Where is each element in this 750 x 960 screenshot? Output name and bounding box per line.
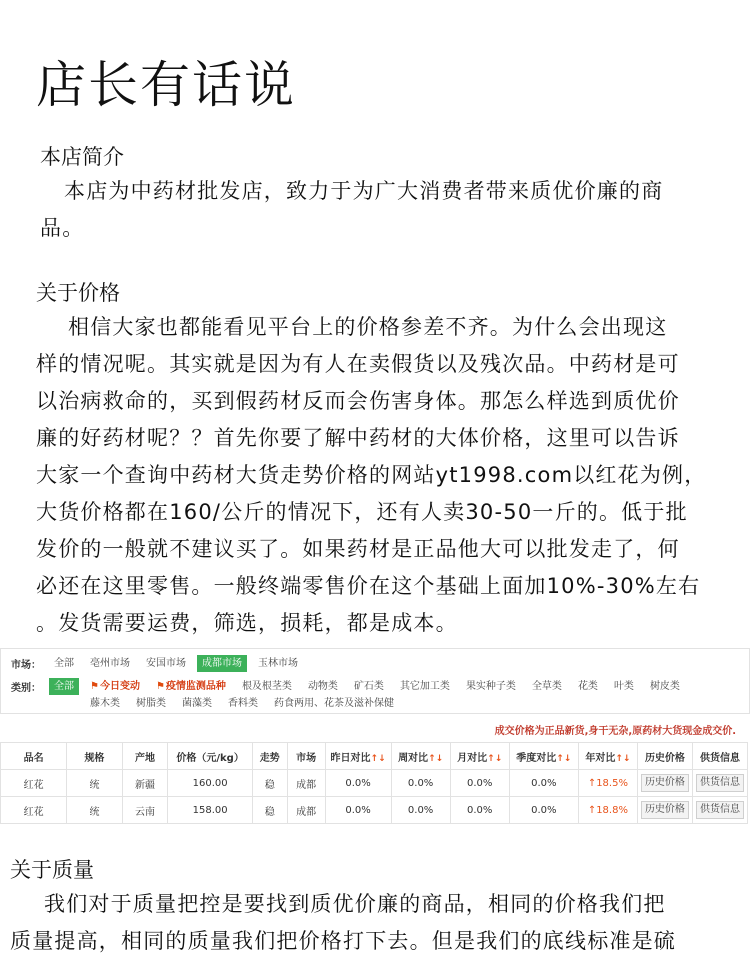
cell-trend: 稳 (252, 797, 287, 824)
col-market: 市场 (287, 743, 325, 770)
category-chip[interactable]: 藤木类 (90, 698, 120, 709)
cell-price: 160.00 (168, 770, 252, 797)
supply-info-button[interactable]: 供货信息 (696, 774, 744, 792)
cell-month: 0.0% (450, 797, 509, 824)
category-chip[interactable]: 花类 (577, 681, 598, 692)
price-line: 大家一个查询中药材大货走势价格的网站yt1998.com以红花为例， (36, 463, 707, 487)
col-price: 价格（元/kg） (168, 743, 252, 770)
market-price-widget (0, 648, 750, 848)
col-spec: 规格 (67, 743, 122, 770)
price-line: 必还在这里零售。一般终端零售价在这个基础上面加10%-30%左右 (36, 574, 701, 598)
col-month[interactable]: 月对比↑↓ (450, 743, 509, 770)
category-chip[interactable]: 树脂类 (136, 698, 166, 709)
col-trend: 走势 (252, 743, 287, 770)
cell-day: 0.0% (325, 797, 391, 824)
cell-history (637, 770, 692, 797)
category-chip-epidemic[interactable]: ⚑ 疫情监测品种 (151, 678, 231, 695)
col-origin: 产地 (122, 743, 168, 770)
category-filter-row-2 (85, 695, 405, 712)
cell-origin: 云南 (122, 797, 168, 824)
sort-arrows-icon: ↑↓ (556, 753, 572, 764)
category-chip[interactable]: 其它加工类 (399, 681, 450, 692)
cell-market: 成都 (287, 797, 325, 824)
col-day[interactable]: 昨日对比↑↓ (325, 743, 391, 770)
sort-arrows-icon: ↑↓ (487, 753, 503, 764)
market-chip-yulin[interactable]: 玉林市场 (258, 658, 298, 669)
col-quarter[interactable]: 季度对比↑↓ (509, 743, 578, 770)
cell-quarter: 0.0% (509, 797, 578, 824)
market-chip-chengdu[interactable]: 成都市场 (197, 655, 247, 672)
quality-paragraph (10, 886, 676, 960)
quality-heading: 关于质量 (10, 858, 94, 882)
price-paragraph (36, 309, 706, 642)
cell-spec: 统 (67, 797, 122, 824)
cell-year: ↑18.8% (578, 797, 637, 824)
category-chip[interactable]: 全部 (49, 678, 79, 695)
cell-year: ↑18.5% (578, 770, 637, 797)
cell-origin: 新疆 (122, 770, 168, 797)
price-line: 以治病救命的，买到假药材反而会伤害身体。那怎么样选到质优价 (36, 389, 680, 413)
intro-heading: 本店简介 (40, 145, 124, 169)
category-chip[interactable]: 香料类 (228, 698, 258, 709)
price-line: 样的情况呢。其实就是因为有人在卖假货以及残次品。中药材是可 (36, 352, 680, 376)
cell-price: 158.00 (168, 797, 252, 824)
category-chip[interactable]: 树皮类 (649, 681, 680, 692)
col-name: 品名 (1, 743, 67, 770)
page-title: 店长有话说 (36, 56, 296, 114)
market-chip-anguo[interactable]: 安国市场 (146, 658, 186, 669)
cell-day: 0.0% (325, 770, 391, 797)
cell-supply (692, 770, 747, 797)
cell-month: 0.0% (450, 770, 509, 797)
cell-week: 0.0% (391, 797, 450, 824)
category-chip[interactable]: 动物类 (307, 681, 338, 692)
price-heading: 关于价格 (36, 281, 120, 305)
sort-arrows-icon: ↑↓ (428, 753, 444, 764)
intro-paragraph (40, 173, 663, 247)
cell-name: 红花 (1, 770, 67, 797)
quality-line: 我们对于质量把控是要找到质优价廉的商品，相同的价格我们把 (44, 892, 666, 916)
price-line: 相信大家也都能看见平台上的价格参差不齐。为什么会出现这 (68, 315, 668, 339)
category-chip[interactable]: 菌藻类 (182, 698, 212, 709)
market-chip-all[interactable]: 全部 (54, 658, 74, 669)
category-chip[interactable]: 叶类 (613, 681, 634, 692)
quality-line: 质量提高，相同的质量我们把价格打下去。但是我们的底线标准是硫 (10, 929, 676, 953)
category-chip[interactable]: 矿石类 (353, 681, 384, 692)
market-chip-bozhou[interactable]: 亳州市场 (90, 658, 130, 669)
table-row (1, 770, 748, 797)
filter-box (0, 648, 750, 714)
cell-name: 红花 (1, 797, 67, 824)
market-label: 市场： (11, 660, 41, 671)
cell-market: 成都 (287, 770, 325, 797)
history-price-button[interactable]: 历史价格 (641, 774, 689, 792)
price-line: 大货价格都在160/公斤的情况下，还有人卖30-50一斤的。低于批 (36, 500, 688, 524)
cell-week: 0.0% (391, 770, 450, 797)
col-supply: 供货信息 (692, 743, 747, 770)
col-history: 历史价格 (637, 743, 692, 770)
intro-line: 本店为中药材批发店，致力于为广大消费者带来质优价廉的商 (64, 179, 664, 203)
category-chip[interactable]: 果实种子类 (465, 681, 516, 692)
cell-history (637, 797, 692, 824)
col-week[interactable]: 周对比↑↓ (391, 743, 450, 770)
category-chip[interactable]: 药食两用、花茶及滋补保健 (274, 698, 394, 709)
category-filter-row (1, 678, 691, 695)
price-note: 成交价格为正品新货,身干无杂,原药材大货现金成交价. (494, 726, 736, 737)
category-chip-today-change[interactable]: ⚑ 今日变动 (85, 678, 145, 695)
category-label: 类别： (11, 683, 41, 694)
price-line: 。发货需要运费，筛选，损耗，都是成本。 (36, 611, 458, 635)
intro-line: 品。 (40, 216, 85, 240)
cell-spec: 统 (67, 770, 122, 797)
category-chip[interactable]: 根及根茎类 (241, 681, 292, 692)
sort-arrows-icon: ↑↓ (615, 753, 631, 764)
history-price-button[interactable]: 历史价格 (641, 801, 689, 819)
cell-quarter: 0.0% (509, 770, 578, 797)
price-line: 廉的好药材呢？？首先你要了解中药材的大体价格，这里可以告诉 (36, 426, 680, 450)
table-header-row (1, 743, 748, 770)
price-table (0, 742, 748, 824)
sort-arrows-icon: ↑↓ (370, 753, 386, 764)
category-chip[interactable]: 全草类 (531, 681, 562, 692)
market-filter-row (1, 655, 309, 672)
table-row (1, 797, 748, 824)
supply-info-button[interactable]: 供货信息 (696, 801, 744, 819)
cell-trend: 稳 (252, 770, 287, 797)
cell-supply (692, 797, 747, 824)
price-line: 发价的一般就不建议买了。如果药材是正品他大可以批发走了，何 (36, 537, 680, 561)
col-year[interactable]: 年对比↑↓ (578, 743, 637, 770)
